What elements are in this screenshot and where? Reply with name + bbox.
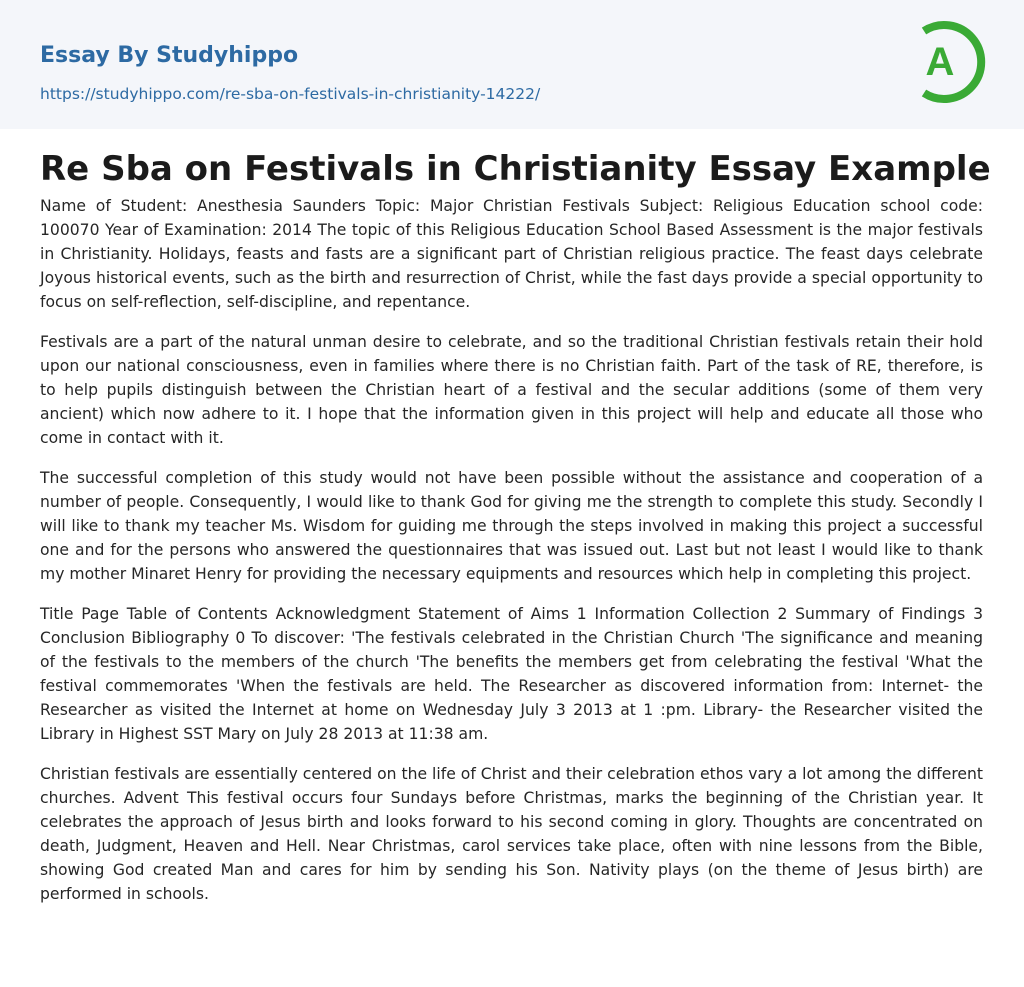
essay-url-link[interactable]: https://studyhippo.com/re-sba-on-festivals-in-christianity-14222/ bbox=[40, 85, 541, 103]
logo-letter: A bbox=[925, 40, 955, 84]
essay-paragraph: Name of Student: Anesthesia Saunders Topic: Major Christian Festivals Subject: Religious Education school code: 100070 Year of Examination: 2014 The topic of this Religious Education School Based Assessment is the major festivals in Christianity. Holidays, feasts and fasts are a significant part of Christian religious practice. The feast days celebrate Joyous historical events, such as the birth and resurrection of Christ, while the fast days provide a special opportunity to focus on self-reflection, self-discipline, and repentance. bbox=[40, 197, 983, 311]
brand-title[interactable]: Essay By Studyhippo bbox=[40, 43, 299, 68]
essay-paragraph: Title Page Table of Contents Acknowledgment Statement of Aims 1 Information Collection 2 Summary of Findings 3 Conclusion Bibliography 0 To discover: 'The festivals celebrated in the Christian Church 'The significance and meaning of the festivals to the members of the church 'The benefits the members get from celebrating the festival 'What the festival commemorates 'When the festivals are held. The Researcher as discovered information from: Internet- the Researcher as visited the Internet at home on Wednesday July 3 2013 at 1 :pm. Library- the Researcher visited the Library in Highest SST Mary on July 28 2013 at 11:38 am. bbox=[40, 605, 983, 743]
essay-paragraph: Christian festivals are essentially centered on the life of Christ and their celebration ethos vary a lot among the different churches. Advent This festival occurs four Sundays before Christmas, marks the beginning of the Christian year. It celebrates the approach of Jesus birth and looks forward to his second coming in glory. Thoughts are concentrated on death, Judgment, Heaven and Hell. Near Christmas, carol services take place, often with nine lessons from the Bible, showing God created Man and cares for him by sending his Son. Nativity plays (on the theme of Jesus birth) are performed in schools. bbox=[40, 765, 983, 903]
essay-paragraph: The successful completion of this study would not have been possible without the assistance and cooperation of a number of people. Consequently, I would like to thank God for giving me the strength to complete this study. Secondly I will like to thank my teacher Ms. Wisdom for guiding me through the steps involved in making this project a successful one and for the persons who answered the questionnaires that was issued out. Last but not least I would like to thank my mother Minaret Henry for providing the necessary equipments and resources which help in completing this project. bbox=[40, 469, 983, 583]
essay-paragraph: Festivals are a part of the natural unman desire to celebrate, and so the traditional Christian festivals retain their hold upon our national consciousness, even in families where there is no Christian faith. Part of the task of RE, therefore, is to help pupils distinguish between the Christian heart of a festival and the secular additions (some of them very ancient) which now adhere to it. I hope that the information given in this project will help and educate all those who come in contact with it. bbox=[40, 333, 983, 447]
essay-body bbox=[40, 194, 983, 922]
essay-title: Re Sba on Festivals in Christianity Essay Example bbox=[40, 149, 991, 189]
